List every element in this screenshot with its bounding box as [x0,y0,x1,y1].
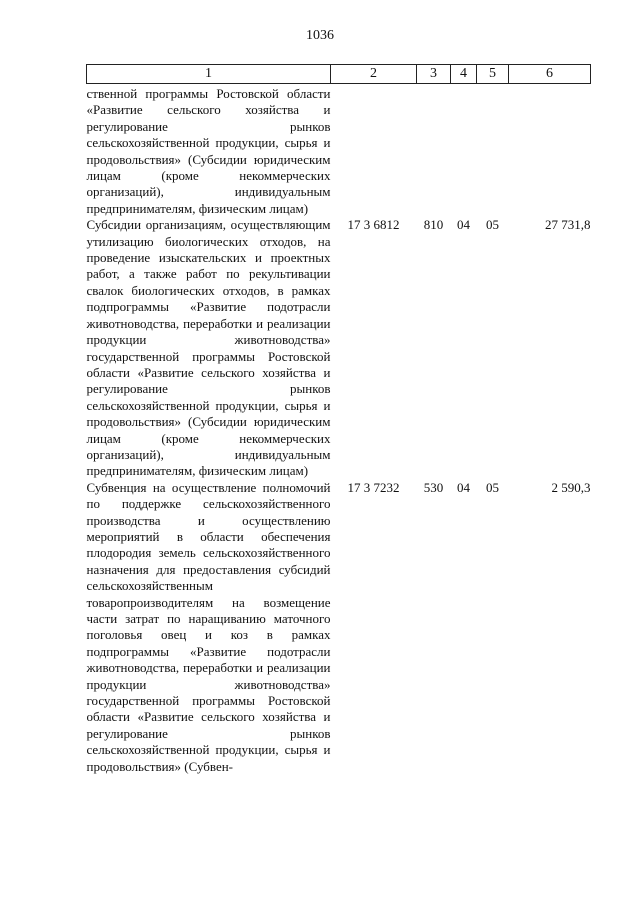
column-header-2: 2 [331,65,417,84]
table-row [87,217,591,480]
row-expense-type: 530 [423,479,444,495]
table-header-row [87,65,591,84]
column-header-4: 4 [451,65,477,84]
row-subsection: 05 [486,217,499,233]
row-subsection: 05 [486,479,499,495]
row-target-code: 17 3 7232 [347,479,400,495]
column-header-3: 3 [417,65,451,84]
row-section: 04 [457,217,470,233]
page-number: 1036 [306,28,334,43]
row-section: 04 [457,479,470,495]
row-amount: 2 590,3 [551,479,591,495]
row-amount [509,84,591,218]
row-description: ственной программы Ростовской области «Развитие сельского хозяйства и регулирование рынков сельскохозяйственной продукции, сырья и продовольствия» (Субсидии юридическим лицам (кроме некоммерческих организаций), индивидуальным предпринимателям, физическим лицам) [86,86,331,216]
row-description: Субвенция на осуществление полномочий по поддержке сельскохозяйственного производства и осуществлению мероприятий в области обеспечения плодородия земель сельскохозяйственного назначения для предоставления субсидий сельскохозяйственным товаропроизводителям на возмещение части затрат по наращиванию маточного поголовья овец и коз в рамках подпрограммы «Развитие подотрасли животноводства, переработки и реализации продукции животноводства» государственной программы Ростовской области «Развитие сельского хозяйства и регулирование рынков сельскохозяйственной продукции, сырья и продовольствия» (Субвен- [86,479,331,774]
row-subsection [477,84,509,218]
row-description: Субсидии организациям, осуществляющим утилизацию биологических отходов, на проведение изыскательских и проектных работ, а также работ по рекультивации свалок биологических отходов, в рамках подпрограммы «Развитие подотрасли животноводства, переработки и реализации продукции животноводства» государственной программы Ростовской области «Развитие сельского хозяйства и регулирование рынков сельскохозяйственной продукции, сырья и продовольствия» (Субсидии юридическим лицам (кроме некоммерческих организаций), индивидуальным предпринимателям, физическим лицам) [86,217,331,479]
row-target-code [331,84,417,218]
column-header-1: 1 [87,65,331,84]
row-section [451,84,477,218]
table-row [87,84,591,218]
column-header-6: 6 [509,65,591,84]
row-amount: 27 731,8 [545,217,591,233]
column-header-5: 5 [477,65,509,84]
row-expense-type: 810 [423,217,444,233]
row-expense-type [417,84,451,218]
budget-table [86,64,591,775]
row-target-code: 17 3 6812 [347,217,400,233]
table-row [87,480,591,775]
